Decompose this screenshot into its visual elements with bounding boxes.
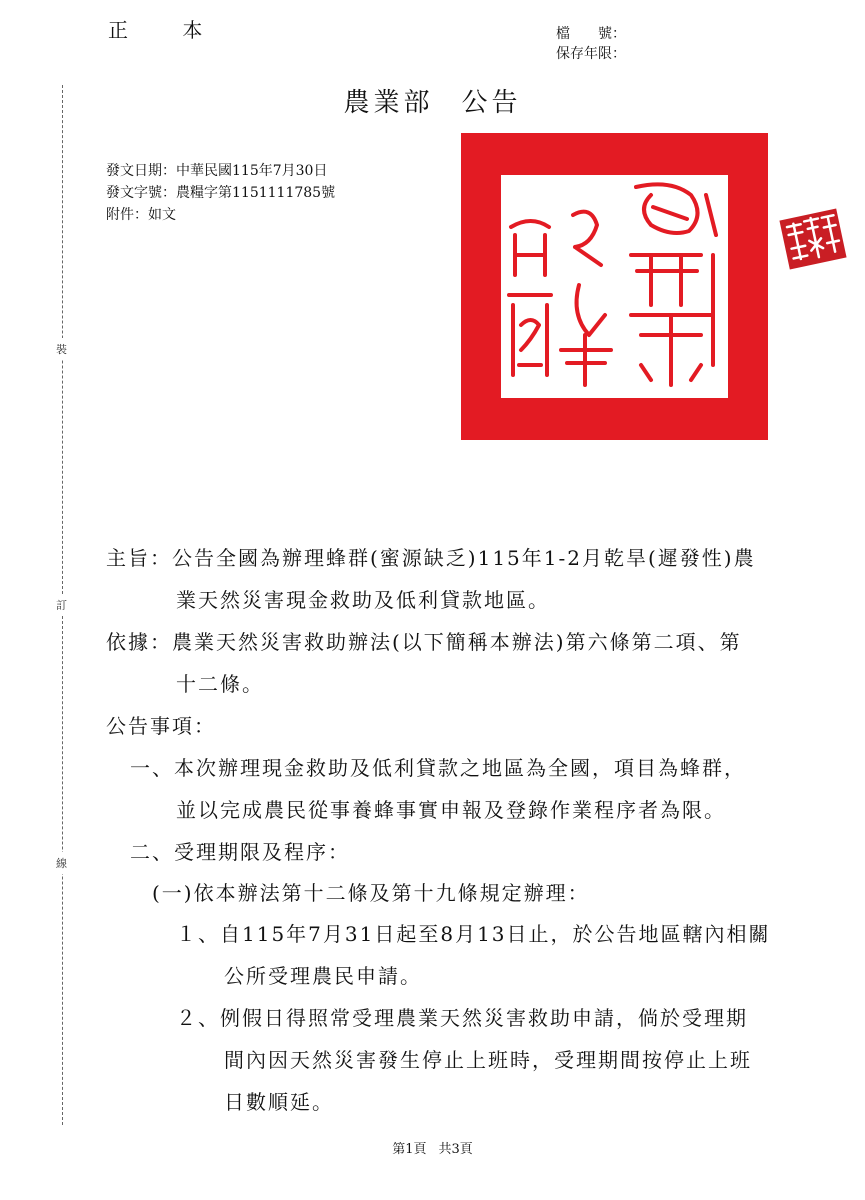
sub1-item2-line-3: 日數順延。 <box>224 1090 334 1114</box>
seal-calligraphy-icon <box>501 175 728 398</box>
issue-date: 發文日期：中華民國115年7月30日 <box>106 163 328 179</box>
basis-line-1: 依據：農業天然災害救助辦法(以下簡稱本辦法)第六條第二項、第 <box>106 630 742 654</box>
item2-heading: 二、受理期限及程序： <box>130 840 350 864</box>
sub1-item2-line-2: 間內因天然災害發生停止上班時，受理期間按停止上班 <box>224 1048 752 1072</box>
subject-line-1: 主旨：公告全國為辦理蜂群(蜜源缺乏)115年1-2月乾旱(遲發性)農 <box>106 546 756 570</box>
file-number-label: 檔 號： <box>556 26 626 42</box>
binding-mark-xian: 線 <box>56 852 67 874</box>
document-meta <box>106 160 335 226</box>
document-title <box>0 82 865 119</box>
sub1-item1-line-2: 公所受理農民申請。 <box>224 964 422 988</box>
document-number: 發文字號：農糧字第1151111785號 <box>106 185 336 201</box>
sub1-item1-line-1: １、自115年7月31日起至8月13日止，於公告地區轄內相關 <box>176 922 771 946</box>
basis-line-2: 十二條。 <box>176 672 264 696</box>
sub1-heading: (一)依本辦法第十二條及第十九條規定辦理： <box>152 881 590 905</box>
attachment: 附件：如文 <box>106 207 176 223</box>
item1-line-2: 並以完成農民從事養蜂事實申報及登錄作業程序者為限。 <box>176 798 726 822</box>
binding-mark-zhuang: 裝 <box>56 338 67 360</box>
subject-line-2: 業天然災害現金救助及低利貸款地區。 <box>176 588 550 612</box>
retention-label: 保存年限： <box>556 46 626 62</box>
official-seal <box>461 133 768 440</box>
page-number: 第1頁 <box>392 1142 427 1157</box>
title-doc-type: 公告 <box>461 88 522 118</box>
page-footer <box>0 1138 865 1157</box>
title-org: 農業部 <box>343 88 434 118</box>
item1-line-1: 一、本次辦理現金救助及低利貸款之地區為全國，項目為蜂群， <box>130 756 746 780</box>
file-info <box>556 24 626 64</box>
original-copy-label: 正 本 <box>108 18 227 42</box>
page-total: 共3頁 <box>438 1142 473 1157</box>
small-seal-stamp <box>778 204 848 274</box>
binding-mark-ding: 訂 <box>56 594 67 616</box>
sub1-item2-line-1: ２、例假日得照常受理農業天然災害救助申請，倘於受理期 <box>176 1006 748 1030</box>
small-seal-icon <box>778 204 848 274</box>
notice-heading: 公告事項： <box>106 714 216 738</box>
seal-inner-field <box>501 175 728 398</box>
